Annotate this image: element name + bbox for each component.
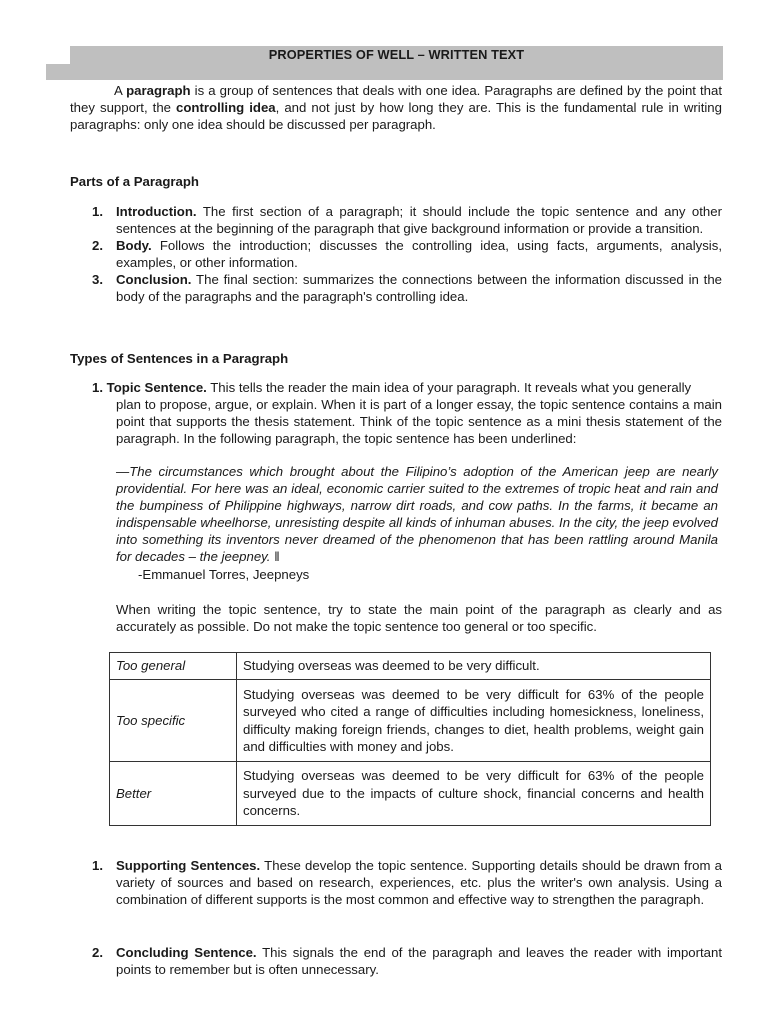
supporting-list xyxy=(92,857,722,908)
concluding-list xyxy=(92,944,722,978)
row-text: Studying overseas was deemed to be very difficult for 63% of the people surveyed due to the impacts of culture shock, financial concerns and health concerns. xyxy=(237,762,711,826)
term-paragraph: paragraph xyxy=(126,83,191,98)
parts-list xyxy=(92,203,722,305)
list-item: 3. Conclusion. The final section: summarizes the connections between the information discussed in the body of the paragraphs and the paragraph's controlling idea. xyxy=(92,272,722,304)
topic-sentence-item: 1. Topic Sentence. This tells the reader the main idea of your paragraph. It reveals what you generally plan to propose, argue, or explain. When it is part of a longer essay, the topic sentence contains a main point that supports the thesis statement. Think of the topic sentence as a mini thesis statement of the paragraph. In the following paragraph, the topic sentence has been underlined: xyxy=(92,380,722,446)
types-heading: Types of Sentences in a Paragraph xyxy=(70,351,289,366)
row-text: Studying overseas was deemed to be very difficult for 63% of the people surveyed who cited a range of difficulties including homesickness, loneliness, difficulty making foreign friends, changes to diet, health problems, weight gain and difficulties with money and jobs. xyxy=(237,680,711,762)
list-item: 2. Body. Follows the introduction; discusses the controlling idea, using facts, arguments, analysis, examples, or other information. xyxy=(92,238,722,270)
list-item: 2. Concluding Sentence. This signals the end of the paragraph and leaves the reader with important points to remember but is often unnecessary. xyxy=(92,945,722,977)
table-row xyxy=(110,653,711,680)
parts-heading: Parts of a Paragraph xyxy=(70,174,199,189)
page-title: PROPERTIES OF WELL – WRITTEN TEXT xyxy=(70,46,723,64)
row-label: Too specific xyxy=(110,680,237,762)
topic-sentence-advice: When writing the topic sentence, try to state the main point of the paragraph as clearly and as accurately as possible. Do not make the topic sentence too general or too specific. xyxy=(116,602,722,634)
examples-table xyxy=(109,652,711,826)
row-label: Too general xyxy=(110,653,237,680)
table-row xyxy=(110,680,711,762)
list-item: 1. Supporting Sentences. These develop the topic sentence. Supporting details should be drawn from a variety of sources and based on research, experiences, etc. plus the writer's own analysis. Using a combination of different supports is the most common and effective way to strengthen the paragraph. xyxy=(92,858,722,907)
row-label: Better xyxy=(110,762,237,826)
list-item: 1. Introduction. The first section of a paragraph; it should include the topic sentence and any other sentences at the beginning of the paragraph that give background information or provide a transition. xyxy=(92,204,722,236)
example-quote: ―The circumstances which brought about the Filipino’s adoption of the American jeep are nearly providential. For here was an ideal, economic carrier suited to the extremes of tropic heat and rain and the bumpiness of Philippine highways, narrow dirt roads, and cow paths. In the farms, it became an indispensable wheelhorse, unresisting despite all kinds of inhuman abuses. In the city, the jeep evolved into something its inventors never dreamed of the phenomenon that has been rattling around Manila for decades – the jeepney. ‖ xyxy=(116,464,718,564)
term-controlling-idea: controlling idea xyxy=(176,100,276,115)
title-shading xyxy=(46,64,723,80)
quote-attribution: -Emmanuel Torres, Jeepneys xyxy=(138,567,310,582)
row-text: Studying overseas was deemed to be very difficult. xyxy=(237,653,711,680)
table-row xyxy=(110,762,711,826)
intro-paragraph: A paragraph is a group of sentences that deals with one idea. Paragraphs are defined by the point that they support, the controlling idea, and not just by how long they are. This is the fundamental rule in writing paragraphs: only one idea should be discussed per paragraph. xyxy=(70,83,723,132)
